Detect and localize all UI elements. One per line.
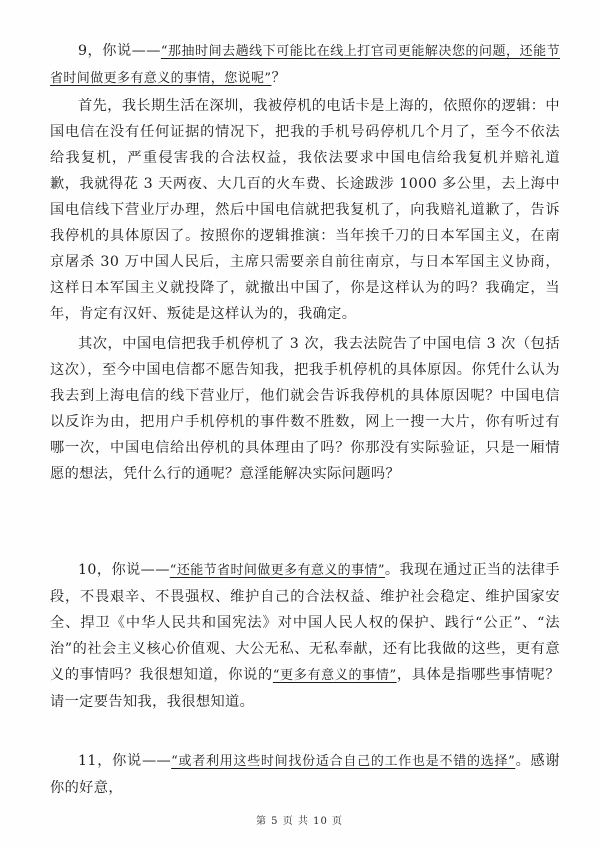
section-9-suffix: ？ [271,70,287,86]
section-10-number: 10，你说—— [78,562,170,578]
section-9-heading [50,38,560,92]
section-9-number: 9，你说—— [78,43,161,59]
section-10-paragraph [50,557,560,715]
section-11-quote: “或者利用这些时间找份适合自己的工作也是不错的选择” [171,754,516,769]
section-11-number: 11，你说—— [78,753,172,769]
section-10-quote: “还能节省时间做更多有意义的事情” [169,563,385,578]
page-footer: 第 5 页 共 10 页 [256,816,343,827]
section-11-text: 。感谢你的好意， [50,753,561,796]
section-10-quote-2: “更多有意义的事情” [272,668,397,683]
section-10-text-a: 。我现在通过正当的法律手段，不畏艰辛、不畏强权、维护自己的合法权益、维护社会稳定、维护国家安全、捍卫《中华人民共和国宪法》对中国人民人权的保护、践行“公正”、“法治”的社会主义核心价值观、大公无私、无私奉献，还有比我做的这些，更有意义的事情吗？我很想知道，你说的 [50,562,560,683]
section-11-paragraph [50,748,560,801]
section-10-text-b: ，具体是指哪些事情呢？请一定要告知我，我很想知道。 [50,667,560,710]
section-9-quote: “那抽时间去趟线下可能比在线上打官司更能解决您的问题，还能节省时间做更多有意义的事情，您说呢” [50,44,560,86]
paragraph-second: 其次，中国电信把我手机停机了 3 次，我去法院告了中国电信 3 次（包括这次），至今中国电信都不愿告知我，把我手机停机的具体原因。你凭什么认为我去到上海电信的线下营业厅，他们就会告诉我停机的具体原因呢？中国电信以反诈为由，把用户手机停机的事件数不胜数，网上一搜一大片，你有听过有哪一次，中国电信给出停机的具体理由了吗？你那没有实际验证，只是一厢情愿的想法，凭什么行的通呢？意淫能解决实际问题吗？ [50,336,560,482]
paragraph-first: 首先，我长期生活在深圳，我被停机的电话卡是上海的，依照你的逻辑：中国电信在没有任何证据的情况下，把我的手机号码停机几个月了，至今不依法给我复机，严重侵害我的合法权益，我依法要求中国电信给我复机并赔礼道歉，我就得花 3 天两夜、大几百的火车费、长途跋涉 1000 多公里，去上海中国电信线下营业厅办理，然后中国电信就把我复机了，向我赔礼道歉了，告诉我停机的具体原因了。按照你的逻辑推演：当年挨千刀的日本军国主义，在南京屠杀 30 万中国人民后，主席只需要亲自前往南京，与日本军国主义协商，这样日本军国主义就投降了，就撤出中国了，你是这样认为的吗？我确定，当年，肯定有汉奸、叛徒是这样认为的，我确定。 [50,98,560,322]
